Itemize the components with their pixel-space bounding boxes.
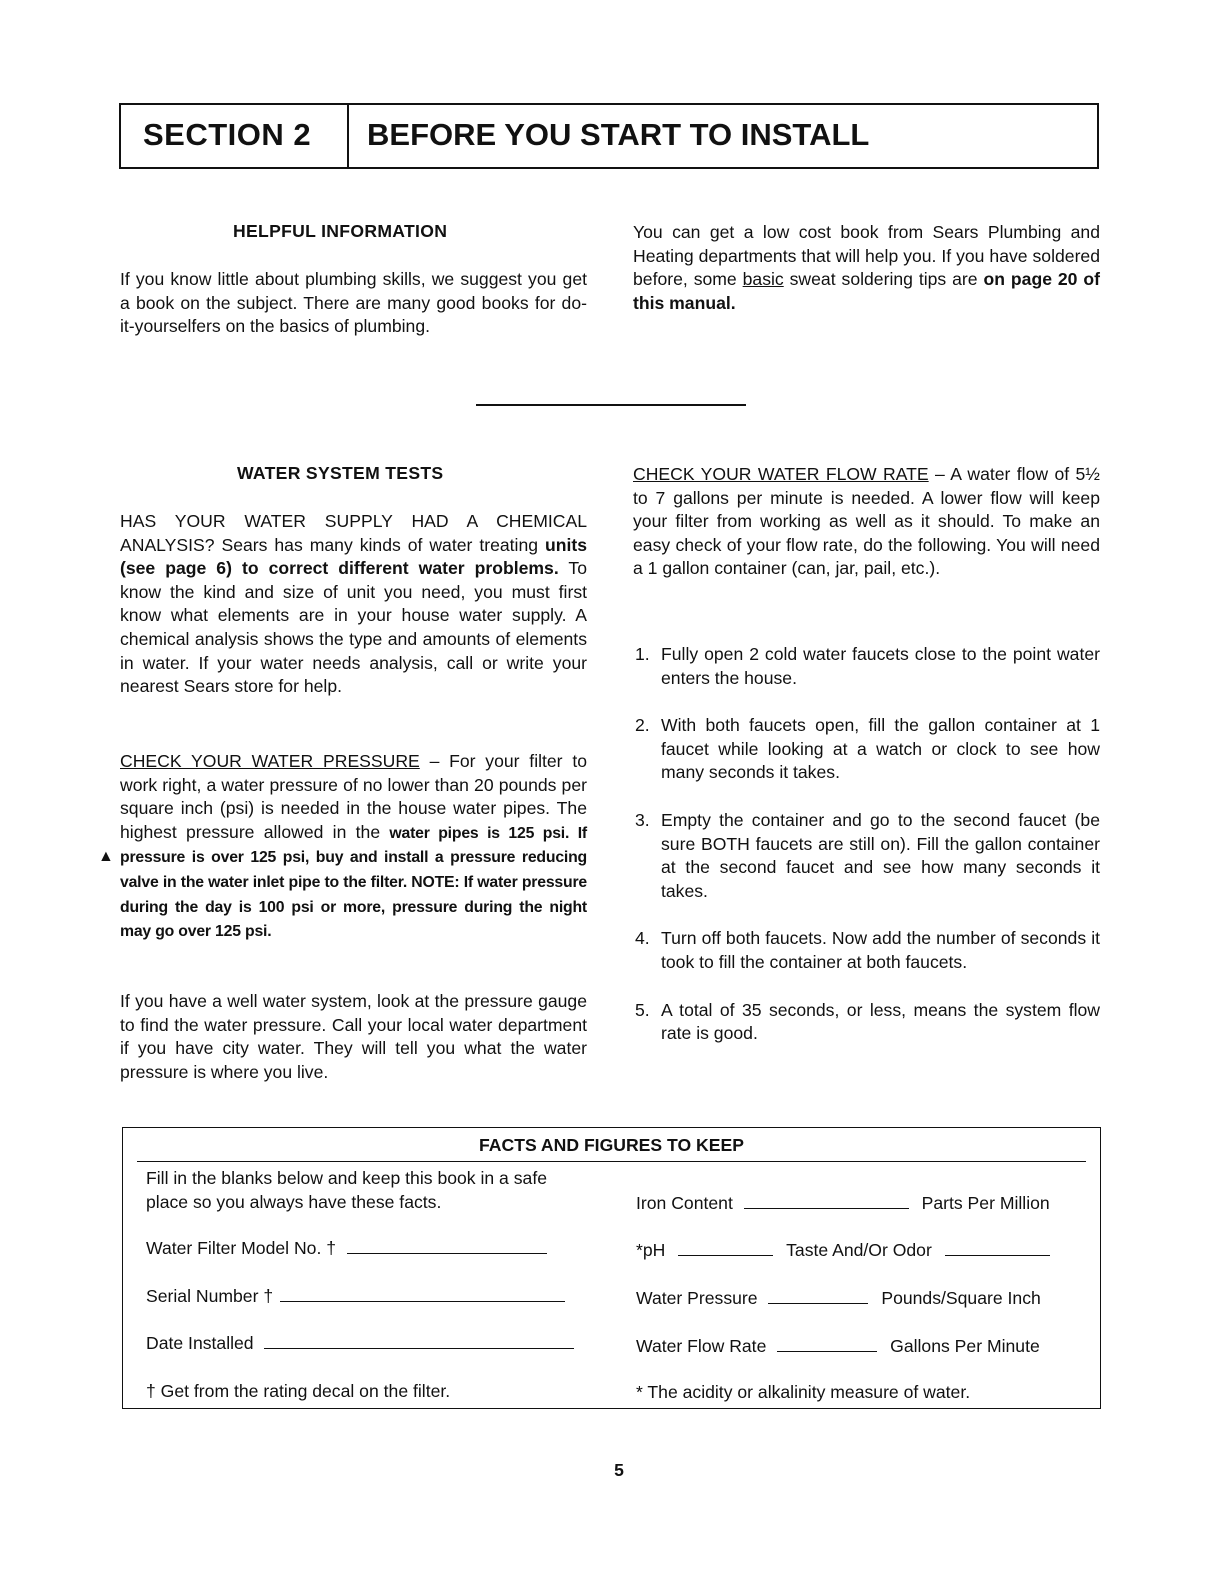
section-number: SECTION 2 (143, 117, 312, 152)
flow-step: 4. Turn off both faucets. Now add the number of seconds it took to fill the container at both faucets. (635, 928, 1100, 972)
flow-steps (633, 643, 1100, 1070)
flow-step: 3. Empty the container and go to the second faucet (be sure BOTH faucets are still on). Fill the gallon container at the second faucet and see how many seconds it takes. (635, 809, 1100, 901)
warning-icon: ▲ (98, 848, 114, 865)
facts-intro: Fill in the blanks below and keep this book in a safe place so you always have these facts. (146, 1168, 547, 1212)
page-number: 5 (614, 1460, 624, 1480)
flow-step: 5. A total of 35 seconds, or less, means the system flow rate is good. (635, 999, 1100, 1044)
water-flow-rate-blank[interactable] (777, 1337, 877, 1352)
page-20-reference: on page 20 of this manual. (633, 269, 1100, 313)
tests-heading: WATER SYSTEM TESTS (237, 463, 444, 483)
star-footnote: * The acidity or alkalinity measure of water. (636, 1382, 971, 1402)
water-pressure-row: Water Pressure Pounds/Square Inch (636, 1288, 1041, 1308)
dagger-footnote: † Get from the rating decal on the filter. (146, 1381, 451, 1401)
model-number-blank[interactable] (347, 1239, 547, 1254)
section-title: BEFORE YOU START TO INSTALL (367, 117, 870, 152)
flow-step: 2. With both faucets open, fill the gallon container at 1 faucet while looking at a watch or clock to see how many seconds it takes. (635, 715, 1100, 783)
flow-rate-label: CHECK YOUR WATER FLOW RATE (633, 464, 929, 484)
section-divider (476, 404, 746, 406)
helpful-heading: HELPFUL INFORMATION (233, 221, 448, 241)
water-pressure-label: CHECK YOUR WATER PRESSURE (120, 751, 420, 771)
facts-title-rule (137, 1161, 1086, 1162)
flow-rate-intro: CHECK YOUR WATER FLOW RATE – A water flow of 5½ to 7 gallons per minute is needed. A lower flow will keep your filter from working as well as it should. To make an easy check of your flow rate, do the following. You will need a 1 gallon container (can, jar, pail, etc.). (633, 464, 1100, 579)
basic-underlined: basic (742, 269, 784, 290)
iron-content-blank[interactable] (744, 1194, 909, 1209)
ph-row: *pH Taste And/Or Odor (636, 1240, 1050, 1261)
date-installed-blank[interactable] (264, 1334, 574, 1349)
water-pressure-text: CHECK YOUR WATER PRESSURE – For your filter to work right, a water pressure of no lower than 20 pounds per square inch (psi) is needed in the house water pipes. The highest pressure allowed in the water pipes is 125 psi. If pressure is over 125 psi, buy and install a pressure reducing valve in the water inlet pipe to the filter. NOTE: If water pressure during the day is 100 psi or more, pressure during the night may go over 125 psi. (120, 751, 587, 941)
serial-number-row: Serial Number † (146, 1286, 565, 1307)
facts-title: FACTS AND FIGURES TO KEEP (479, 1135, 744, 1155)
section-header (119, 103, 1099, 169)
well-water-text: If you have a well water system, look at the pressure gauge to find the water pressure. Call your local water department if you have city water. They will tell you what the water pressure is where you live. (120, 991, 587, 1082)
water-flow-rate-row: Water Flow Rate Gallons Per Minute (636, 1336, 1040, 1356)
flow-step: 1. Fully open 2 cold water faucets close to the point water enters the house. (635, 644, 1100, 688)
date-installed-row: Date Installed (146, 1333, 574, 1354)
helpful-left-text: If you know little about plumbing skills, we suggest you get a book on the subject. There are many good books for do-it-yourselfers on the basics of plumbing. (120, 269, 587, 337)
iron-content-row: Iron Content Parts Per Million (636, 1193, 1050, 1213)
facts-box (122, 1127, 1101, 1409)
water-pressure-blank[interactable] (768, 1289, 868, 1304)
serial-number-blank[interactable] (280, 1287, 565, 1302)
chemical-analysis-text: HAS YOUR WATER SUPPLY HAD A CHEMICAL ANALYSIS? Sears has many kinds of water treating units (see page 6) to correct different water problems. To know the kind and size of unit you need, you must first know what elements are in your house water supply. A chemical analysis shows the type and amounts of elements in water. If your water needs analysis, call or write your nearest Sears store for help. (120, 511, 587, 697)
taste-odor-blank[interactable] (945, 1241, 1050, 1256)
ph-blank[interactable] (678, 1241, 773, 1256)
helpful-right-text: You can get a low cost book from Sears Plumbing and Heating departments that will help you. If you have soldered before, some basic sweat soldering tips are on page 20 of this manual. (633, 222, 1100, 313)
model-number-row: Water Filter Model No. † (146, 1238, 547, 1259)
